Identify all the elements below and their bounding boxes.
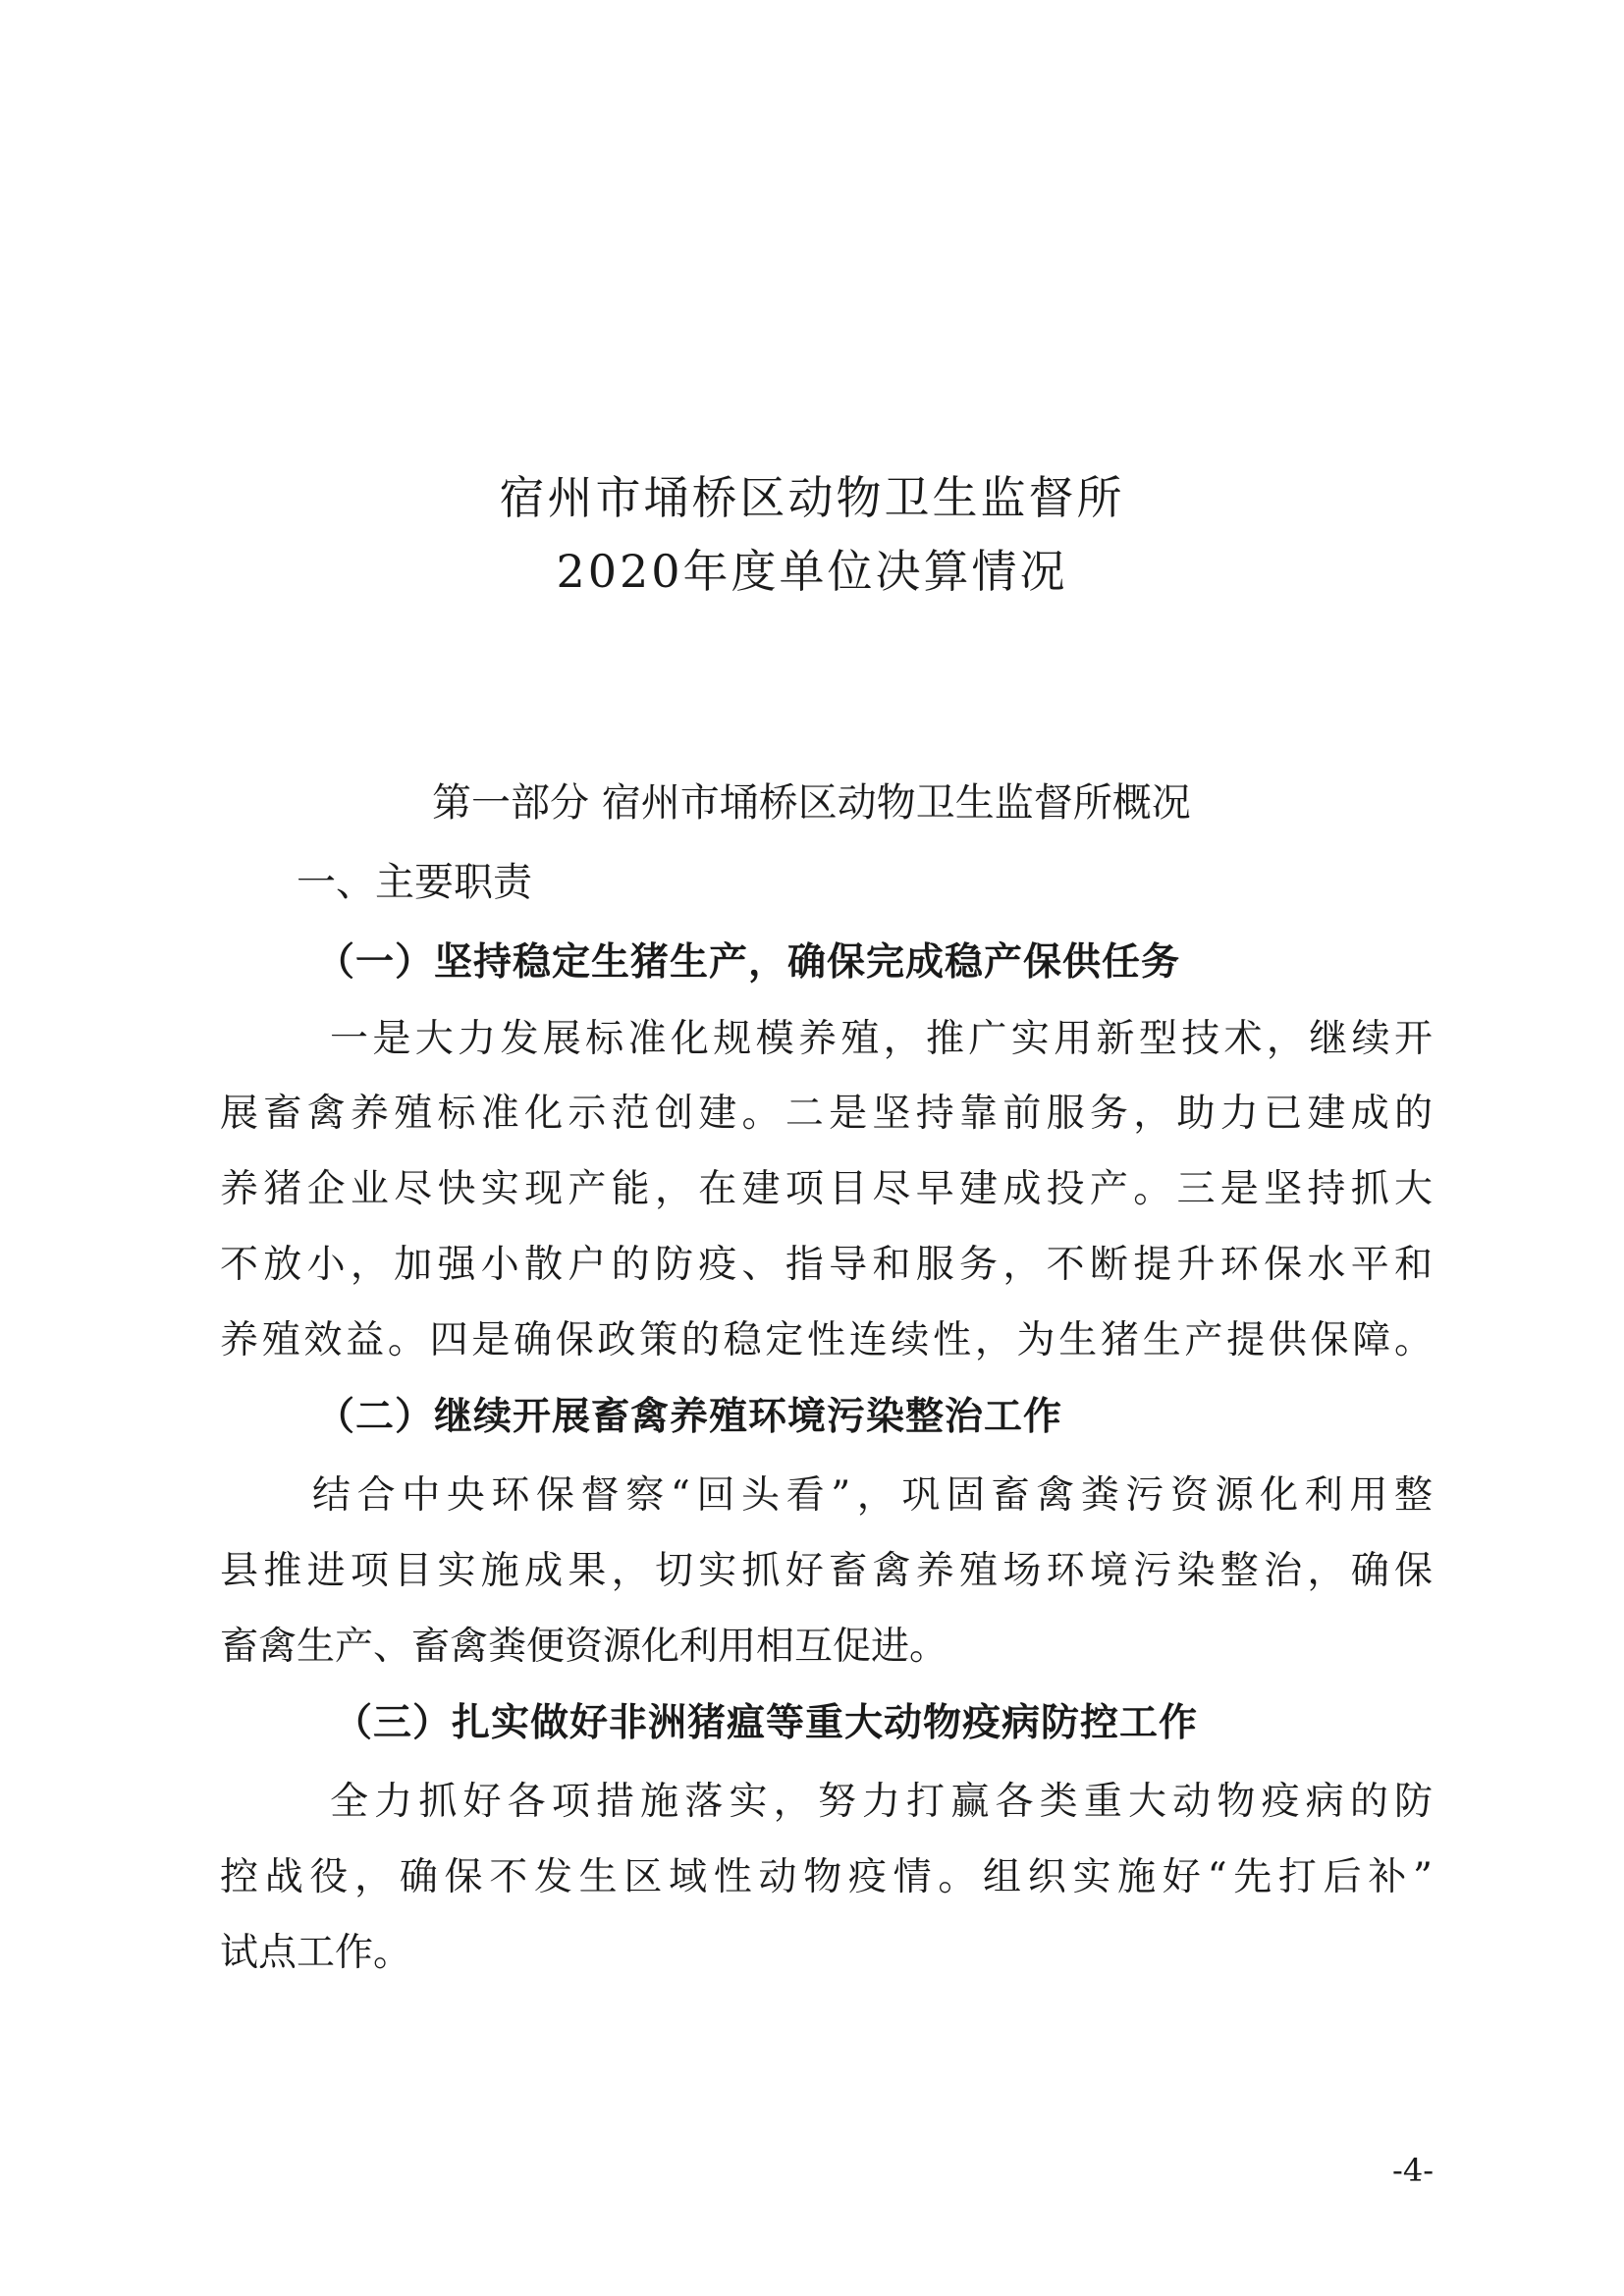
section-heading: 一、主要职责	[297, 860, 532, 905]
paragraph-line: 展畜禽养殖标准化示范创建。二是坚持靠前服务，助力已建成的	[220, 1092, 1433, 1136]
paragraph-line: 全力抓好各项措施落实，努力打赢各类重大动物疫病的防	[330, 1780, 1433, 1824]
subsection-heading-1: （一）坚持稳定生猪生产，确保完成稳产保供任务	[316, 940, 1181, 985]
page-number: -4-	[1392, 2152, 1434, 2189]
paragraph-line: 控战役，确保不发生区域性动物疫情。组织实施好“先打后补”	[220, 1855, 1433, 1899]
part-heading: 第一部分 宿州市埇桥区动物卫生监督所概况	[432, 780, 1191, 826]
paragraph-line: 不放小，加强小散户的防疫、指导和服务，不断提升环保水平和	[220, 1243, 1433, 1287]
subsection-heading-3: （三）扎实做好非洲猪瘟等重大动物疫病防控工作	[334, 1701, 1199, 1745]
paragraph-line: 结合中央环保督察“回头看”，巩固畜禽粪污资源化利用整	[312, 1473, 1433, 1518]
document-title-line-2: 2020年度单位决算情况	[556, 545, 1068, 598]
paragraph-line: 畜禽生产、畜禽粪便资源化利用相互促进。	[220, 1625, 948, 1669]
paragraph-line: 养猪企业尽快实现产能，在建项目尽早建成投产。三是坚持抓大	[220, 1167, 1433, 1211]
paragraph-line: 一是大力发展标准化规模养殖，推广实用新型技术，继续开	[330, 1017, 1433, 1061]
paragraph-line: 县推进项目实施成果，切实抓好畜禽养殖场环境污染整治，确保	[220, 1549, 1433, 1593]
document-title-line-1: 宿州市埇桥区动物卫生监督所	[499, 471, 1125, 524]
paragraph-line: 试点工作。	[220, 1931, 412, 1975]
subsection-heading-2: （二）继续开展畜禽养殖环境污染整治工作	[316, 1395, 1063, 1439]
paragraph-line: 养殖效益。四是确保政策的稳定性连续性，为生猪生产提供保障。	[220, 1318, 1433, 1362]
